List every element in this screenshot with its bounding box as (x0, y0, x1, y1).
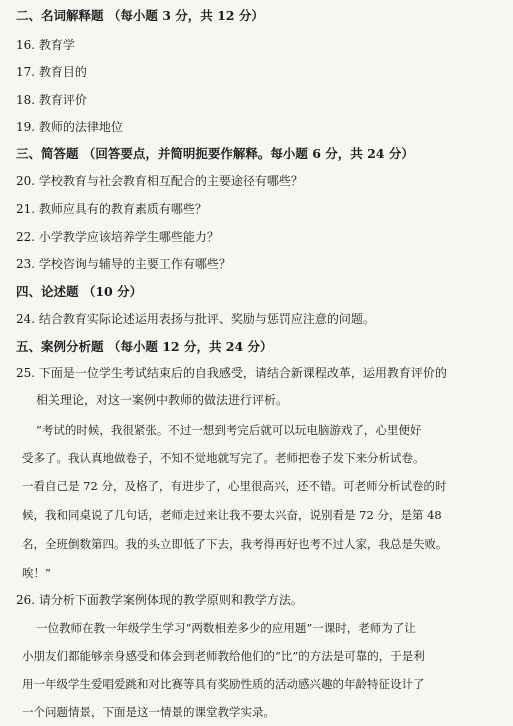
question-26: 26. 请分析下面教学案例体现的教学原则和教学方法。 (16, 593, 303, 607)
question-24: 24. 结合教育实际论述运用表扬与批评、奖励与惩罚应注意的问题。 (16, 312, 375, 326)
question-18: 18. 教育评价 (16, 93, 87, 107)
case-26-line: 一位教师在教一年级学生学习“两数相差多少的应用题”一课时，老师为了让 (36, 621, 416, 635)
case-25-line: 一看自己是 72 分，及格了，有进步了，心里很高兴，还不错。可老师分析试卷的时 (22, 479, 447, 493)
section-4-heading: 四、论述题 （10 分） (16, 284, 143, 299)
case-25-line: 唉！” (22, 566, 51, 580)
case-26-line: 小朋友们都能够亲身感受和体会到老师教给他们的“比”的方法是可靠的，于是利 (22, 649, 425, 663)
section-5-heading: 五、案例分析题 （每小题 12 分，共 24 分） (16, 339, 273, 354)
case-25-line: 受多了。我认真地做卷子，不知不觉地就写完了。老师把卷子发下来分析试卷。 (22, 451, 425, 465)
question-22: 22. 小学教学应该培养学生哪些能力？ (16, 230, 219, 244)
question-17: 17. 教育目的 (16, 65, 87, 79)
case-26-line: 用一年级学生爱唱爱跳和对比赛等具有奖励性质的活动感兴趣的年龄特征设计了 (22, 677, 425, 691)
question-16: 16. 教育学 (16, 38, 75, 52)
case-25-line: 候，我和同桌说了几句话，老师走过来让我不要太兴奋，说别看是 72 分，是第 48 (22, 508, 442, 522)
question-20: 20. 学校教育与社会教育相互配合的主要途径有哪些？ (16, 174, 303, 188)
question-23: 23. 学校咨询与辅导的主要工作有哪些？ (16, 257, 231, 271)
case-26-line: 一个问题情景，下面是这一情景的课堂教学实录。 (22, 705, 275, 719)
question-21: 21. 教师应具有的教育素质有哪些？ (16, 202, 207, 216)
question-25-line-2: 相关理论，对这一案例中教师的做法进行评析。 (36, 393, 289, 407)
question-19: 19. 教师的法律地位 (16, 120, 123, 134)
section-3-heading: 三、简答题 （回答要点，并简明扼要作解释。每小题 6 分，共 24 分） (16, 146, 414, 161)
case-25-line: “考试的时候，我很紧张。不过一想到考完后就可以玩电脑游戏了，心里便好 (36, 423, 422, 437)
section-2-heading: 二、名词解释题 （每小题 3 分，共 12 分） (16, 8, 264, 23)
question-25-line-1: 25. 下面是一位学生考试结束后的自我感受，请结合新课程改革，运用教育评价的 (16, 366, 447, 380)
case-25-line: 名，全班倒数第四。我的头立即低了下去，我考得再好也考不过人家，我总是失败。 (22, 537, 448, 551)
